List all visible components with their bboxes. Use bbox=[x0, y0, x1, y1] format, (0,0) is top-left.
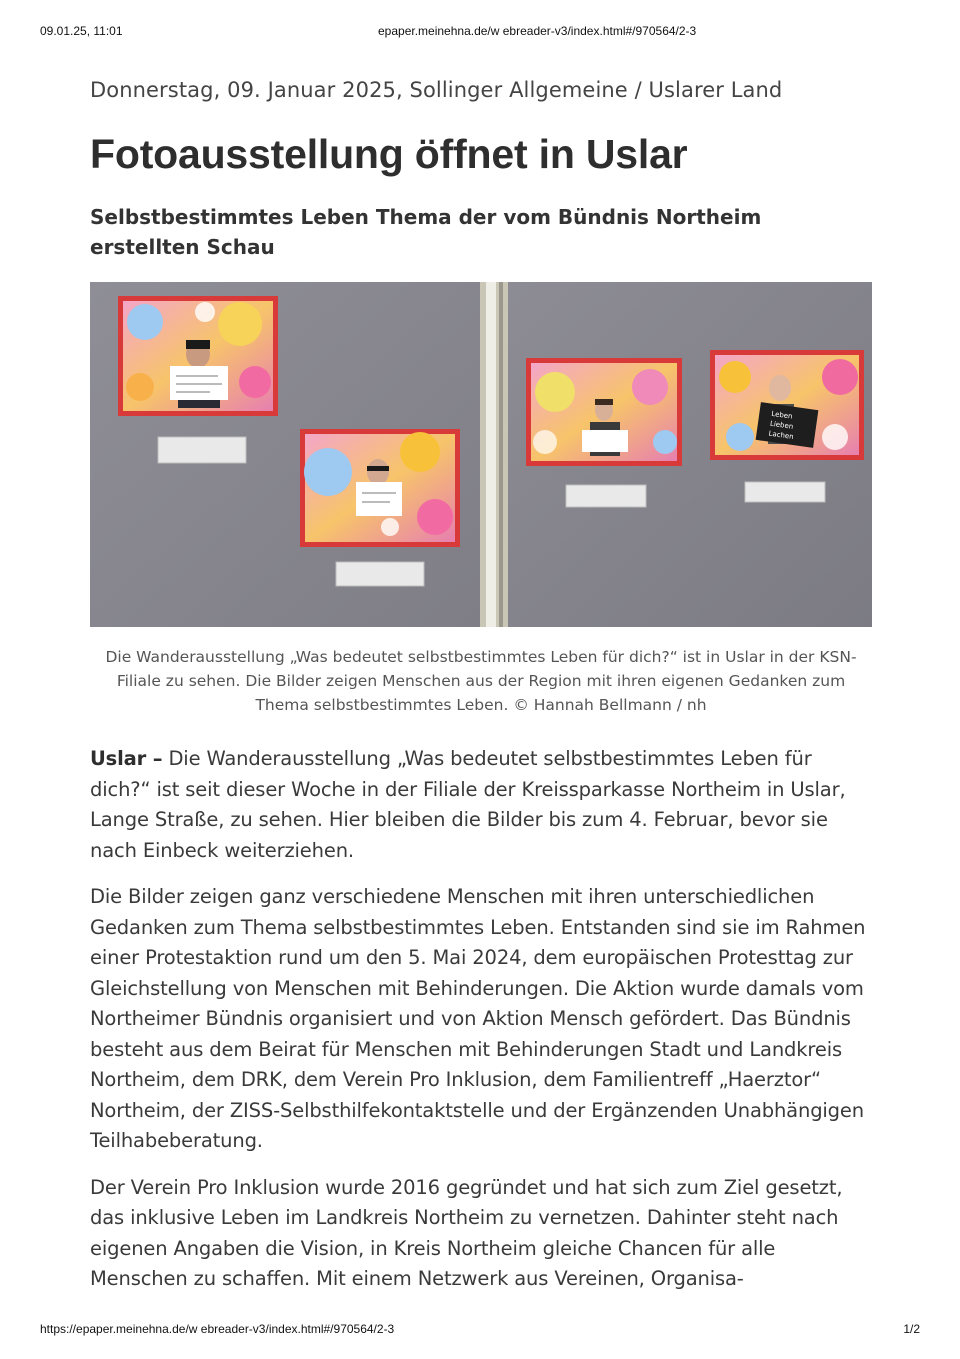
sign-text-2: Lieben bbox=[769, 419, 794, 431]
subheadline: Selbstbestimmtes Leben Thema der vom Bündnis Northeim erstellten Schau bbox=[90, 205, 762, 259]
print-footer bbox=[0, 1322, 960, 1340]
poster-frame-3 bbox=[526, 358, 682, 466]
paragraph-2: Die Bilder zeigen ganz verschiedene Menschen mit ihren unterschiedlichen Gedanken zum Thema selbstbestimmtes Leben. Entstanden sind sie im Rahmen einer Protestaktion rund um den 5. Mai 2024, dem europäischen Protesttag zur Gleichstellung von Menschen mit Behinderungen. Die Aktion wurde damals vom Northeimer Bündnis organisiert und von Aktion Mensch gefördert. Das Bündnis besteht aus dem Beirat für Menschen mit Behinderungen Stadt und Landkreis Northeim, dem DRK, dem Verein Pro Inklusion, dem Familientreff „Haerztor“ Northeim, der ZISS-Selbsthilfekontaktstelle und der Ergänzenden Unabhängigen Teilhabeberatung. bbox=[90, 885, 866, 1152]
article-photo bbox=[90, 282, 872, 627]
lead-place: Uslar – bbox=[90, 747, 163, 770]
print-url: epaper.meinehna.de/w ebreader-v3/index.html#/970564/2-3 bbox=[378, 24, 697, 38]
footer-url: https://epaper.meinehna.de/w ebreader-v3/index.html#/970564/2-3 bbox=[40, 1322, 395, 1336]
print-datetime: 09.01.25, 11:01 bbox=[40, 24, 123, 38]
headline: Fotoausstellung öffnet in Uslar bbox=[90, 131, 688, 177]
photo-exhibition-wall bbox=[90, 282, 872, 627]
paragraph-3: Der Verein Pro Inklusion wurde 2016 gegründet und hat sich zum Ziel gesetzt, das inklusive Leben im Landkreis Northeim zu vernetzen. Dahinter steht nach eigenen Angaben die Vision, in Kreis Northeim gleiche Chancen für alle Menschen zu schaffen. Mit einem Netzwerk aus Vereinen, Organisa- bbox=[90, 1175, 843, 1290]
poster-frame-2 bbox=[300, 429, 460, 547]
sign-text-1: Leben bbox=[770, 409, 794, 421]
poster-frame-4 bbox=[710, 350, 864, 460]
paragraph-1-text: Die Wanderausstellung „Was bedeutet selbstbestimmtes Leben für dich?“ ist seit dieser Woche in der Filiale der Kreissparkasse Northeim in Uslar, Lange Straße, zu sehen. Hier bleiben die Bilder bis zum 4. Februar, bevor sie nach Einbeck weiterziehen. bbox=[90, 747, 846, 862]
poster-frame-1 bbox=[118, 296, 278, 416]
article-header bbox=[90, 72, 872, 262]
label-plate-3 bbox=[566, 485, 646, 507]
label-plate-1 bbox=[158, 437, 246, 463]
photo-caption: Die Wanderausstellung „Was bedeutet selbstbestimmtes Leben für dich?“ ist in Uslar in der KSN-Filiale zu sehen. Die Bilder zeigen Menschen aus der Region mit ihren eigenen Gedanken zum Thema selbstbestimmtes Leben. © Hannah Bellmann / nh bbox=[105, 648, 857, 714]
dateline: Donnerstag, 09. Januar 2025, Sollinger Allgemeine / Uslarer Land bbox=[90, 78, 783, 102]
page-number: 1/2 bbox=[903, 1322, 920, 1336]
label-plate-4 bbox=[745, 482, 825, 502]
label-plate-2 bbox=[336, 562, 424, 586]
paragraph-1 bbox=[90, 744, 872, 866]
print-header bbox=[0, 24, 960, 42]
sign-text-3: Lachen bbox=[768, 429, 795, 441]
article-body bbox=[90, 744, 872, 1311]
